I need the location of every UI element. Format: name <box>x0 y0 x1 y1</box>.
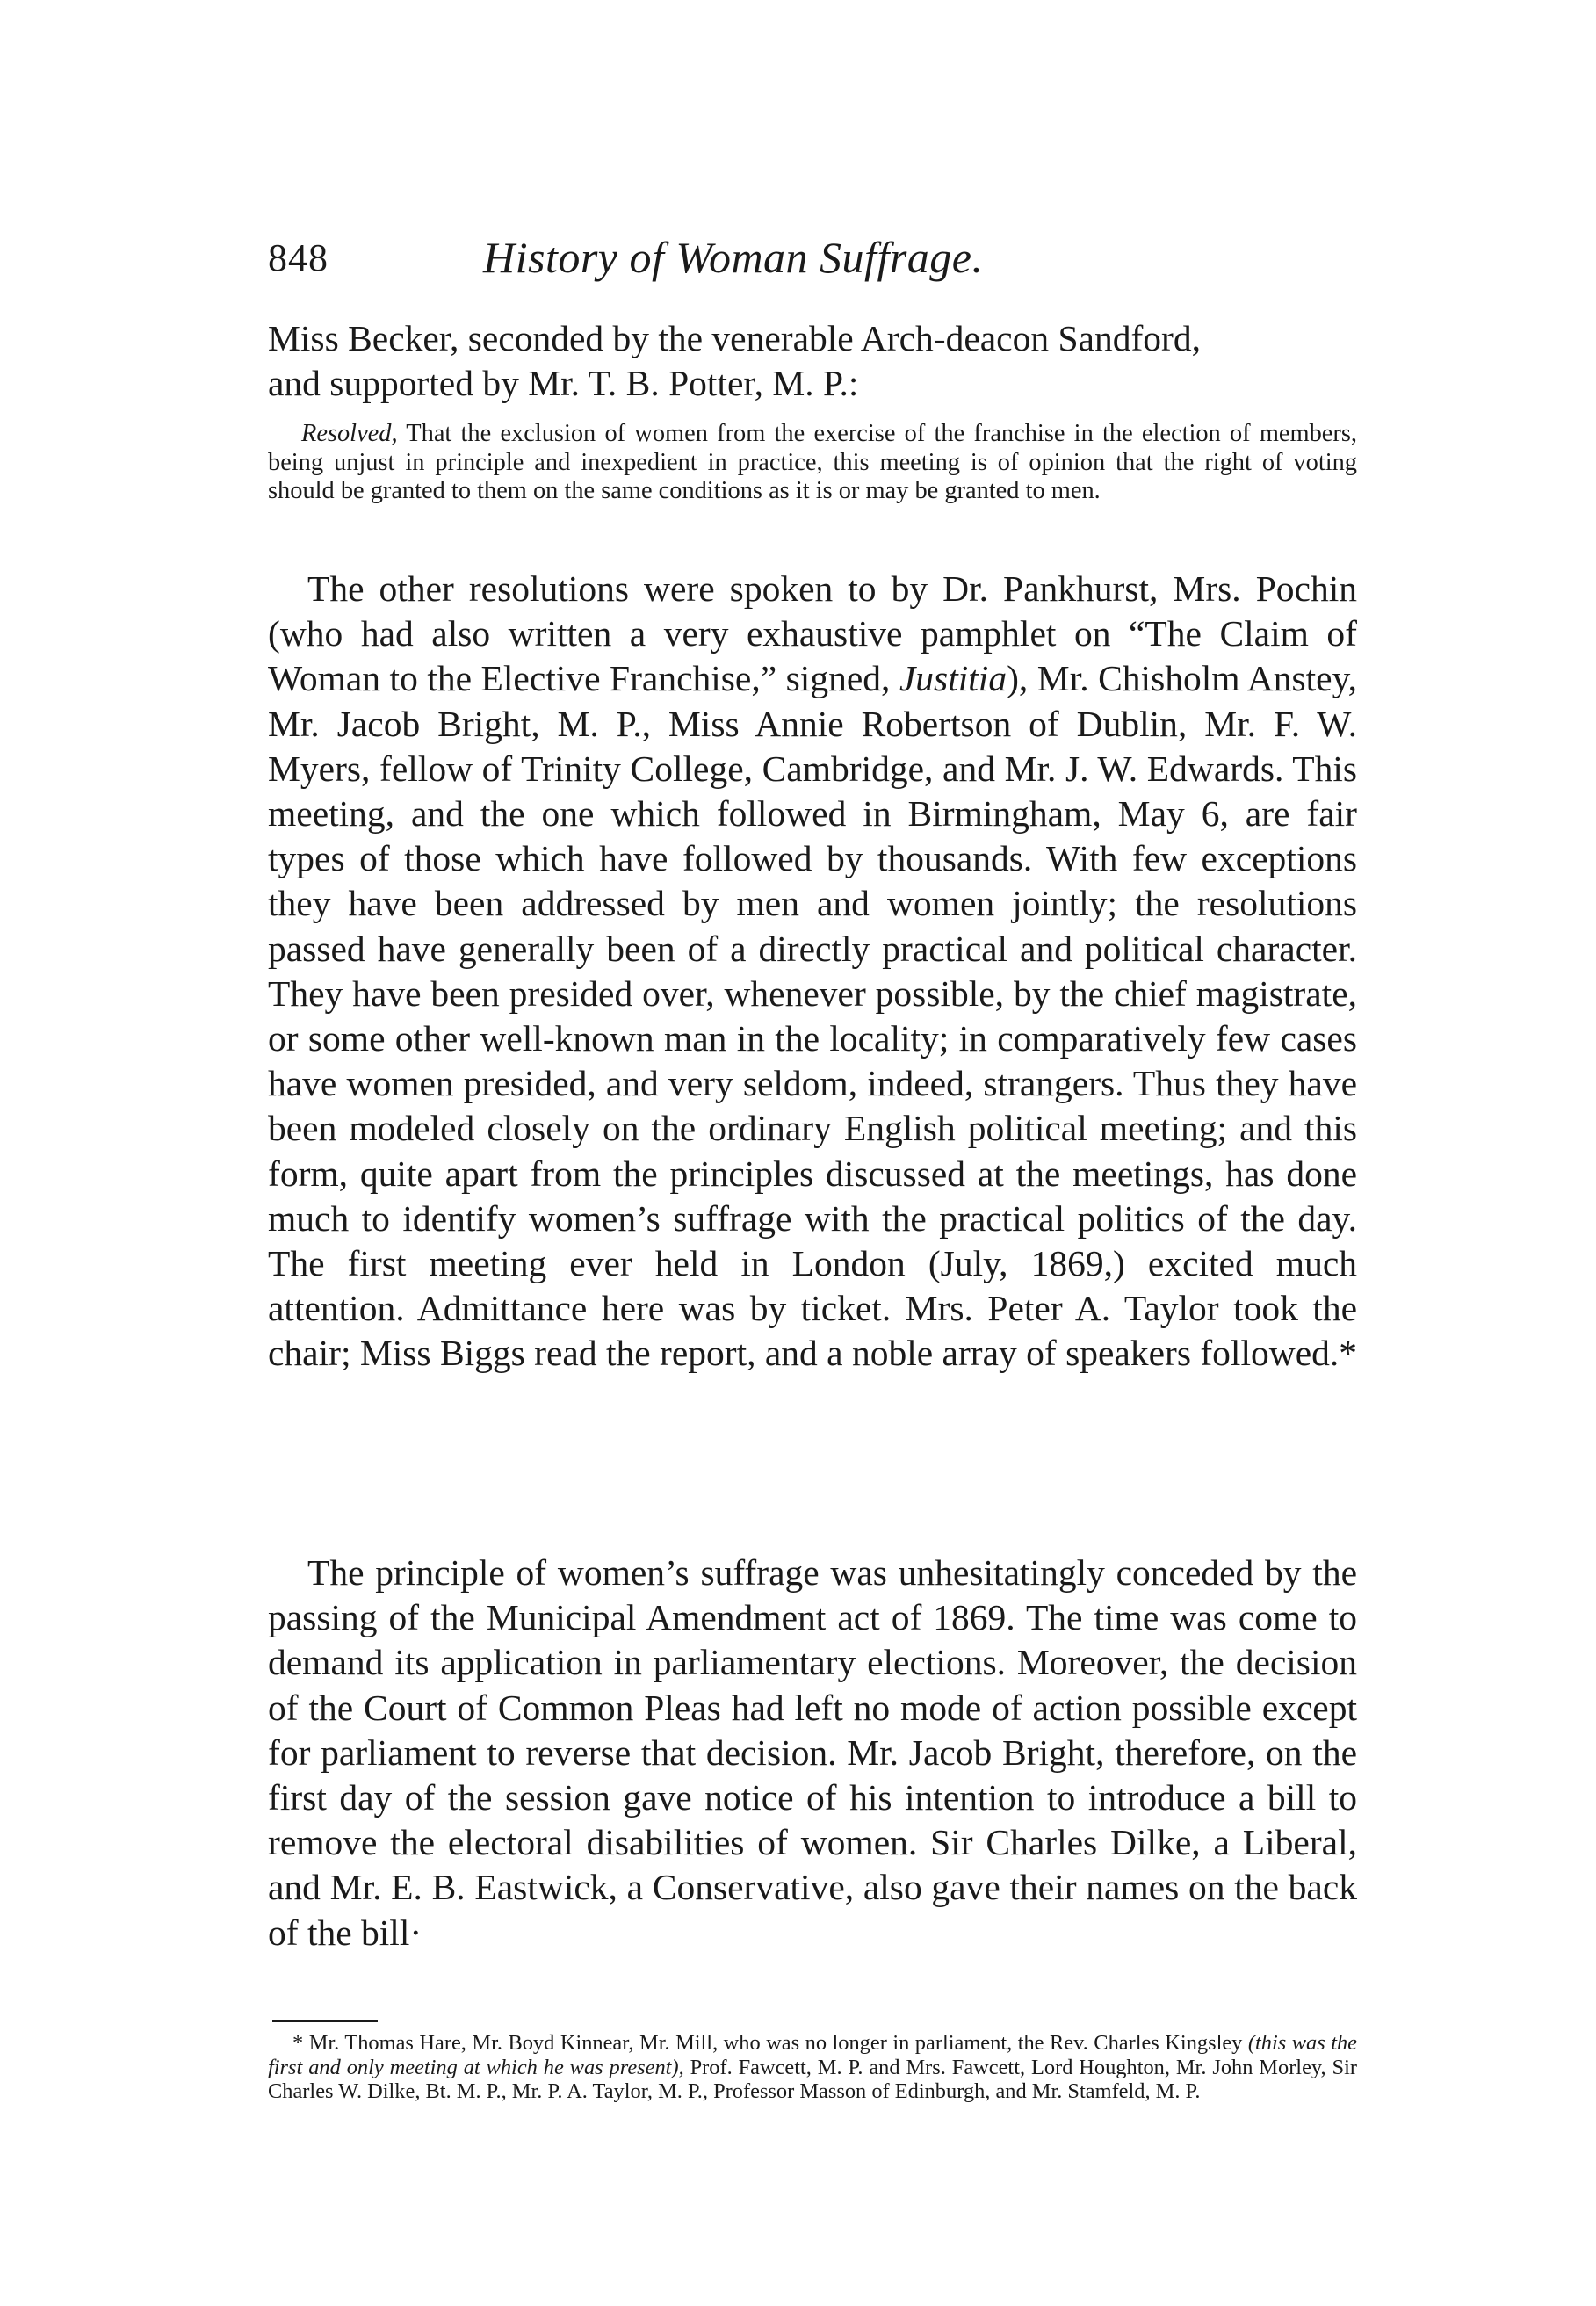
paragraph-1 <box>268 567 1357 1377</box>
resolution-text: That the exclusion of women from the exercise of the franchise in the election of members, being unjust in principle and inexpedient in practice, this meeting is of opinion that the right of voting should be granted to them on the same conditions as it is or may be granted to men. <box>268 420 1357 504</box>
running-title: History of Woman Suffrage. <box>483 233 984 282</box>
paragraph-2: The principle of women’s suffrage was unhesitatingly conceded by the passing of the Municipal Amendment act of 1869. The time was come to demand its application in parliamentary elections. Moreover, the decision of the Court of Common Pleas had left no mode of action possible except for parliament to reverse that decision. Mr. Jacob Bright, therefore, on the first day of the session gave notice of his intention to introduce a bill to remove the electoral disabilities of women. Sir Charles Dilke, a Liberal, and Mr. E. B. Eastwick, a Conservative, also gave their names on the back of the bill· <box>268 1552 1357 1953</box>
paragraph-1-italic: Justitia <box>899 658 1007 699</box>
footnote-divider <box>272 2020 378 2022</box>
resolution-quote <box>268 420 1357 506</box>
footnote-part-1: Mr. Thomas Hare, Mr. Boyd Kinnear, Mr. Mill, who was no longer in parliament, the Rev. Charles Kingsley <box>308 2031 1248 2055</box>
page-header <box>268 235 1357 306</box>
intro-line-1: Miss Becker, seconded by the venerable Arch-deacon Sandford, <box>268 318 1201 358</box>
resolution-lead: Resolved, <box>301 420 398 447</box>
footnote-part-2: Prof. Fawcett, M. P. and Mrs. Fawcett, Lord Houghton, Mr. John Morley, Sir Charles W. Dilke, Bt. M. P., Mr. P. A. Taylor, M. P., Professor Masson of Edinburgh, and Mr. Stamfeld, M. P. <box>268 2055 1357 2103</box>
intro-line-2: and supported by Mr. T. B. Potter, M. P.: <box>268 363 859 404</box>
paragraph-1-rest: ), Mr. Chisholm Anstey, Mr. Jacob Bright, M. P., Miss Annie Robertson of Dublin, Mr. F. W. Myers, fellow of Trinity College, Cambridge, and Mr. J. W. Edwards. This meeting, and the one which followed in Birmingham, May 6, are fair types of those which have followed by thousands. With few exceptions they have been addressed by men and women jointly; the resolutions passed have generally been of a directly practical and political character. They have been presided over, whenever possible, by the chief magistrate, or some other well-known man in the locality; in comparatively few cases have women presided, and very seldom, indeed, strangers. Thus they have been modeled closely on the ordinary English political meeting; and this form, quite apart from the principles discussed at the meetings, has done much to identify women’s suffrage with the practical politics of the day. The first meeting ever held in London (July, 1869,) excited much attention. Admittance here was by ticket. Mrs. Peter A. Taylor took the chair; Miss Biggs read the report, and a noble array of speakers followed.* <box>268 658 1357 1374</box>
footnote-italic: (this was the first and only meeting at which he was present), <box>268 2031 1357 2079</box>
paragraph-1-start: The other resolutions were spoken to by Dr. Pankhurst, Mrs. Pochin (who had also written a very exhaustive pamphlet on “The Claim of Woman to the Elective Franchise,” signed, <box>268 568 1357 699</box>
page-number: 848 <box>268 236 329 279</box>
second-paragraph <box>268 1551 1357 1955</box>
main-paragraph <box>268 567 1357 1377</box>
footnote-mark: * <box>292 2031 304 2055</box>
intro-text <box>268 316 1357 406</box>
footnote <box>268 2031 1357 2104</box>
